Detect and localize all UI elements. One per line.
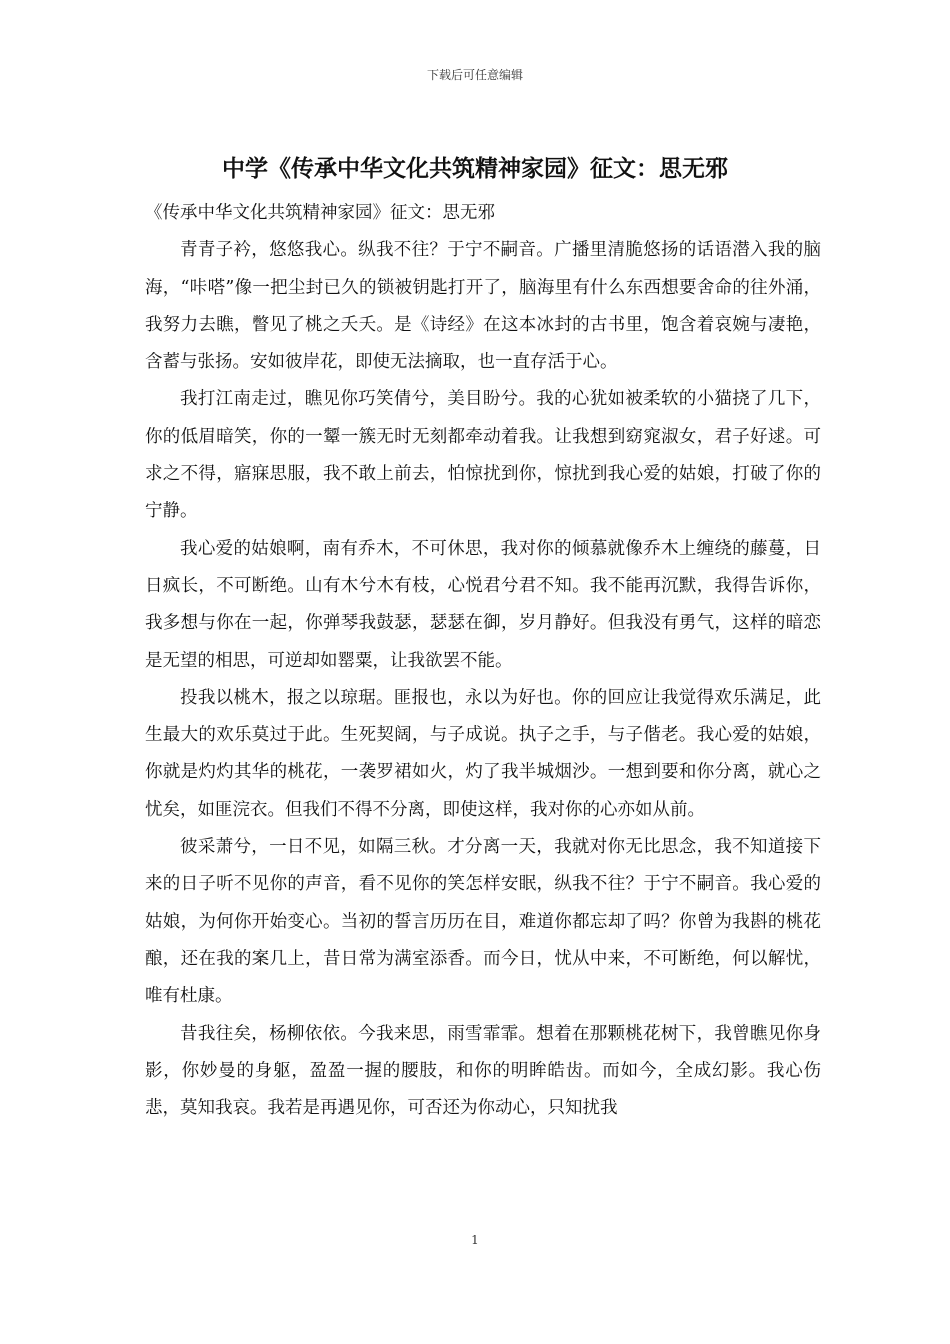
paragraph: 投我以桃木，报之以琼琚。匪报也，永以为好也。你的回应让我觉得欢乐满足，此生最大的欢乐莫过于此。生死契阔，与子成说。执子之手，与子偕老。我心爱的姑娘，你就是灼灼其华的桃花，一袭罗裙如火，灼了我半城烟沙。一想到要和你分离，就心之忧矣，如匪浣衣。但我们不得不分离，即使这样，我对你的心亦如从前。 [145,687,821,820]
header-note: 下载后可任意编辑 [426,68,523,82]
paragraph: 昔我往矣，杨柳依依。今我来思，雨雪霏霏。想着在那颗桃花树下，我曾瞧见你身影，你妙曼的身躯，盈盈一握的腰肢，和你的明眸皓齿。而如今，全成幻影。我心伤悲，莫知我哀。我若是再遇见你，可否还为你动心，只知扰我 [145,1023,821,1119]
document-subtitle: 《传承中华文化共筑精神家园》征文：思无邪 [145,203,495,223]
paragraph: 我心爱的姑娘啊，南有乔木，不可休思，我对你的倾慕就像乔木上缠绕的藤蔓，日日疯长，不可断绝。山有木兮木有枝，心悦君兮君不知。我不能再沉默，我得告诉你，我多想与你在一起，你弹琴我鼓瑟，瑟瑟在御，岁月静好。但我没有勇气，这样的暗恋是无望的相思，可逆却如罂粟，让我欲罢不能。 [145,538,821,671]
paragraph: 我打江南走过，瞧见你巧笑倩兮，美目盼兮。我的心犹如被柔软的小猫挠了几下，你的低眉暗笑，你的一颦一簇无时无刻都牵动着我。让我想到窈窕淑女，君子好逑。可求之不得，寤寐思服，我不敢上前去，怕惊扰到你，惊扰到我心爱的姑娘，打破了你的宁静。 [145,389,821,522]
document-title: 中学《传承中华文化共筑精神家园》征文：思无邪 [222,156,728,182]
paragraph: 青青子衿，悠悠我心。纵我不往？于宁不嗣音。广播里清脆悠扬的话语潜入我的脑海，“咔嗒”像一把尘封已久的锁被钥匙打开了，脑海里有什么东西想要舍命的往外涌，我努力去瞧，瞥见了桃之夭夭。是《诗经》在这本冰封的古书里，饱含着哀婉与凄艳，含蓄与张扬。安如彼岸花，即使无法摘取，也一直存活于心。 [145,240,821,373]
page-number: 1 [471,1233,479,1247]
paragraph: 彼采萧兮，一日不见，如隔三秋。才分离一天，我就对你无比思念，我不知道接下来的日子听不见你的声音，看不见你的笑怎样安眠，纵我不往？于宁不嗣音。我心爱的姑娘，为何你开始变心。当初的誓言历历在目，难道你都忘却了吗？你曾为我斟的桃花酿，还在我的案几上，昔日常为满室添香。而今日，忧从中来，不可断绝，何以解忧，唯有杜康。 [145,837,821,1007]
document-body [145,195,821,1127]
